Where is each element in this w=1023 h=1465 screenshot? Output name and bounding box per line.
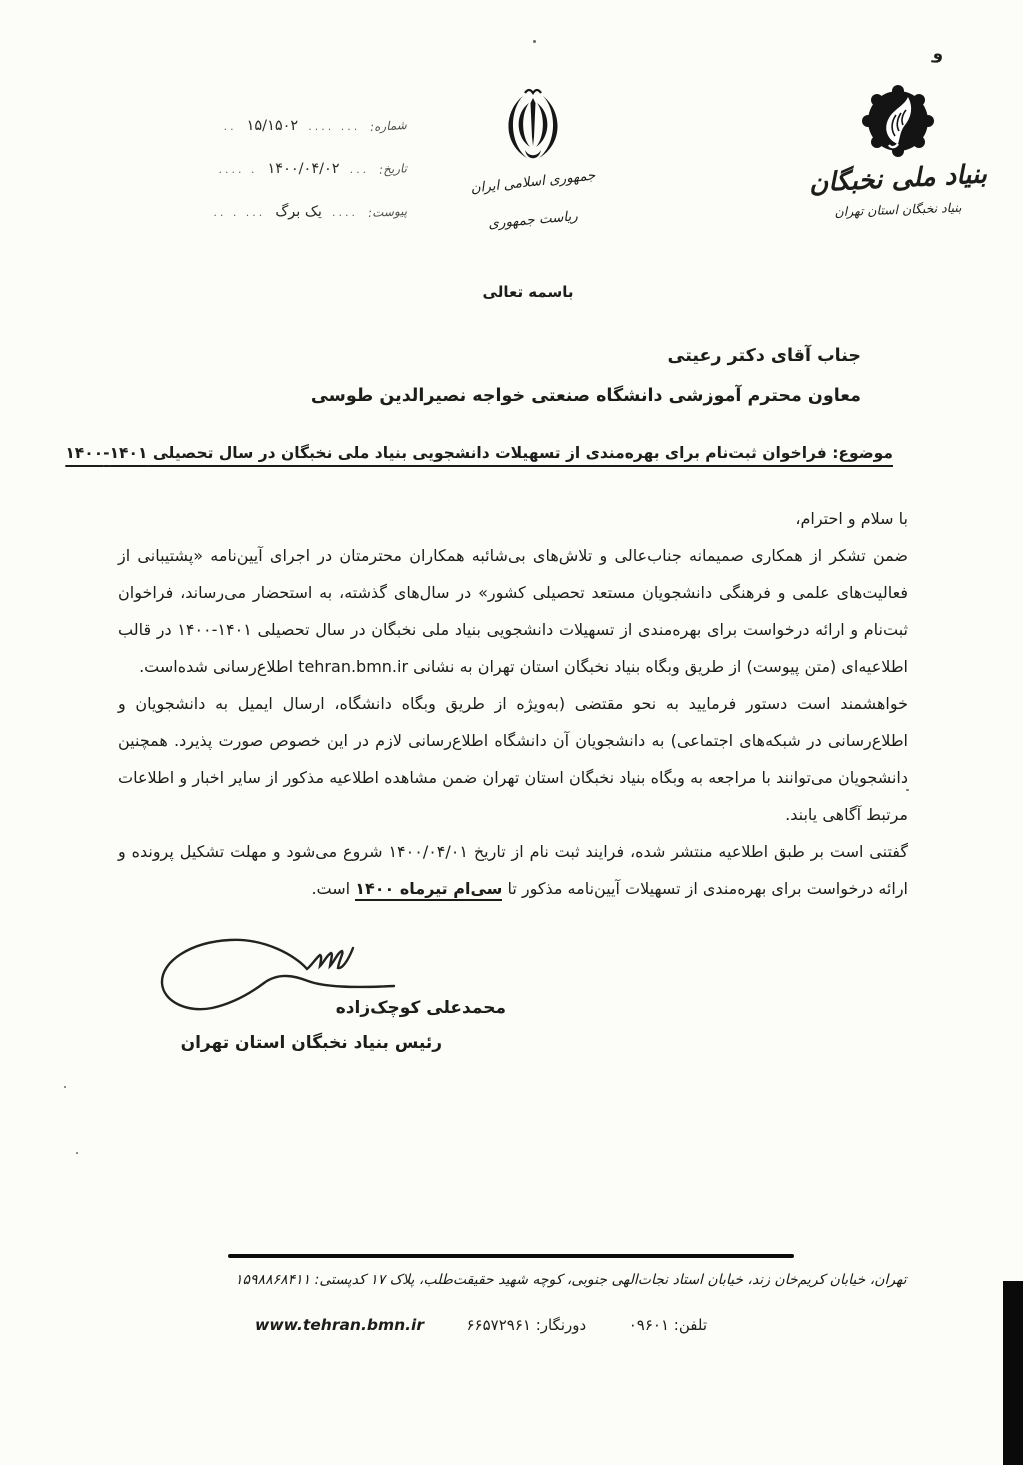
letter-body — [118, 500, 908, 907]
dotted-leader: .. — [223, 120, 237, 133]
foundation-block — [798, 84, 998, 220]
letter-number: ۱۵/۱۵۰۲ — [246, 118, 299, 134]
number-label: شماره: — [369, 118, 408, 134]
footer-fax: دورنگار: ۶۶۵۷۲۹۶۱ — [466, 1316, 587, 1334]
letterhead-meta — [92, 118, 407, 247]
subject-text: موضوع: فراخوان ثبت‌نام برای بهره‌مندی از تسهیلات دانشجویی بنیاد ملی نخبگان در سال تحصیلی ۱۴۰۱-۱۴۰۰ — [65, 444, 893, 462]
letter-date: ۱۴۰۰/۰۴/۰۲ — [267, 161, 340, 177]
besmeleh-heading: باسمه تعالی — [482, 283, 574, 301]
footer-website: www.tehran.bmn.ir — [255, 1316, 424, 1334]
dotted-leader: ... .... — [308, 120, 361, 133]
iran-emblem-icon — [501, 86, 565, 168]
gov-emblem-block — [438, 86, 628, 232]
subject-line — [65, 444, 893, 462]
attachment-value: یک برگ — [275, 204, 322, 220]
elites-foundation-logo-icon — [861, 84, 935, 158]
footer-divider — [228, 1254, 794, 1258]
salutation: با سلام و احترام، — [795, 509, 908, 528]
footer-contacts — [255, 1316, 707, 1334]
scan-speck — [64, 1086, 66, 1088]
body-paragraph-2: خواهشمند است دستور فرمایید به نحو مقتضی (به‌ویژه از طریق وبگاه دانشگاه، ارسال ایمیل به دانشجویان و اطلاع‌رسانی در شبکه‌های اجتماعی) به دانشجویان آن دانشگاه اطلاع‌رسانی لازم در این خصوص صورت پذیرد. همچنین دانشجویان می‌توانند با مراجعه به وبگاه بنیاد نخبگان استان تهران ضمن مشاهده اطلاعیه مذکور از سایر اخبار و اطلاعات مرتبط آگاهی یابند. — [118, 694, 908, 824]
scan-speck — [76, 1152, 78, 1154]
date-label: تاریخ: — [378, 161, 408, 177]
dotted-leader: . .... — [218, 163, 258, 176]
paragraph-3-text: گفتنی است بر طبق اطلاعیه منتشر شده، فرایند ثبت نام از تاریخ ۱۴۰۰/۰۴/۰۱ شروع می‌شود و مهلت تشکیل پرونده و ارائه درخواست برای بهره‌مندی از تسهیلات آیین‌نامه مذکور تا — [118, 842, 909, 898]
stray-pen-mark: و — [931, 43, 945, 65]
signature-block — [148, 930, 506, 1070]
footer-address: تهران، خیابان کریم‌خان زند، خیابان استاد نجات‌الهی جنوبی، کوچه شهید حقیقت‌طلب، پلاک ۱۷ کدپستی: ۱۵۹۸۸۶۸۴۱۱ — [235, 1272, 907, 1288]
attachment-label: پیوست: — [367, 203, 408, 221]
dotted-leader: ... . .. — [213, 206, 266, 219]
foundation-name-text: بنیاد ملی نخبگان — [808, 159, 988, 199]
scan-speck — [906, 789, 909, 791]
scan-speck — [533, 40, 536, 43]
dotted-leader: ... — [349, 163, 370, 176]
recipient-title: معاون محترم آموزشی دانشگاه صنعتی خواجه نصیرالدین طوسی — [310, 386, 861, 406]
footer-phone: تلفن: ۰۹۶۰۱ — [628, 1316, 707, 1334]
dotted-leader: .... — [331, 206, 358, 219]
body-paragraph-3 — [118, 833, 908, 907]
meta-row-attachment — [92, 204, 407, 220]
recipient-block — [311, 336, 861, 416]
body-paragraph-1: ضمن تشکر از همکاری صمیمانه جناب‌عالی و تلاش‌های بی‌شائبه همکاران محترمتان در اجرای آیین‌نامه «پشتیبانی از فعالیت‌های علمی و فرهنگی دانشجویان مستعد تحصیلی کشور» در سال‌های گذشته، به استحضار می‌رساند، فراخوان ثبت‌نام و ارائه درخواست برای بهره‌مندی از تسهیلات دانشجویی بنیاد ملی نخبگان در سال تحصیلی ۱۴۰۱-۱۴۰۰ در قالب اطلاعیه‌ای (متن پیوست) از طریق وبگاه بنیاد نخبگان استان تهران به نشانی tehran.bmn.ir اطلاع‌رسانی شده‌است. — [118, 546, 908, 676]
meta-row-number — [92, 118, 407, 134]
signer-title: رئیس بنیاد نخبگان استان تهران — [180, 1033, 442, 1053]
signer-name: محمدعلی کوچک‌زاده — [335, 998, 506, 1018]
recipient-name: جناب آقای دکتر رعیتی — [667, 346, 861, 366]
foundation-branch-text: بنیاد نخبگان استان تهران — [834, 199, 962, 220]
scanner-edge-band — [1003, 1281, 1023, 1465]
emblem-office-text: ریاست جمهوری — [487, 208, 579, 232]
paragraph-3-end: است. — [311, 879, 356, 898]
meta-row-date — [92, 161, 407, 177]
deadline-highlight: سی‌ام تیرماه ۱۴۰۰ — [355, 879, 502, 901]
emblem-country-text: جمهوری اسلامی ایران — [469, 167, 597, 197]
